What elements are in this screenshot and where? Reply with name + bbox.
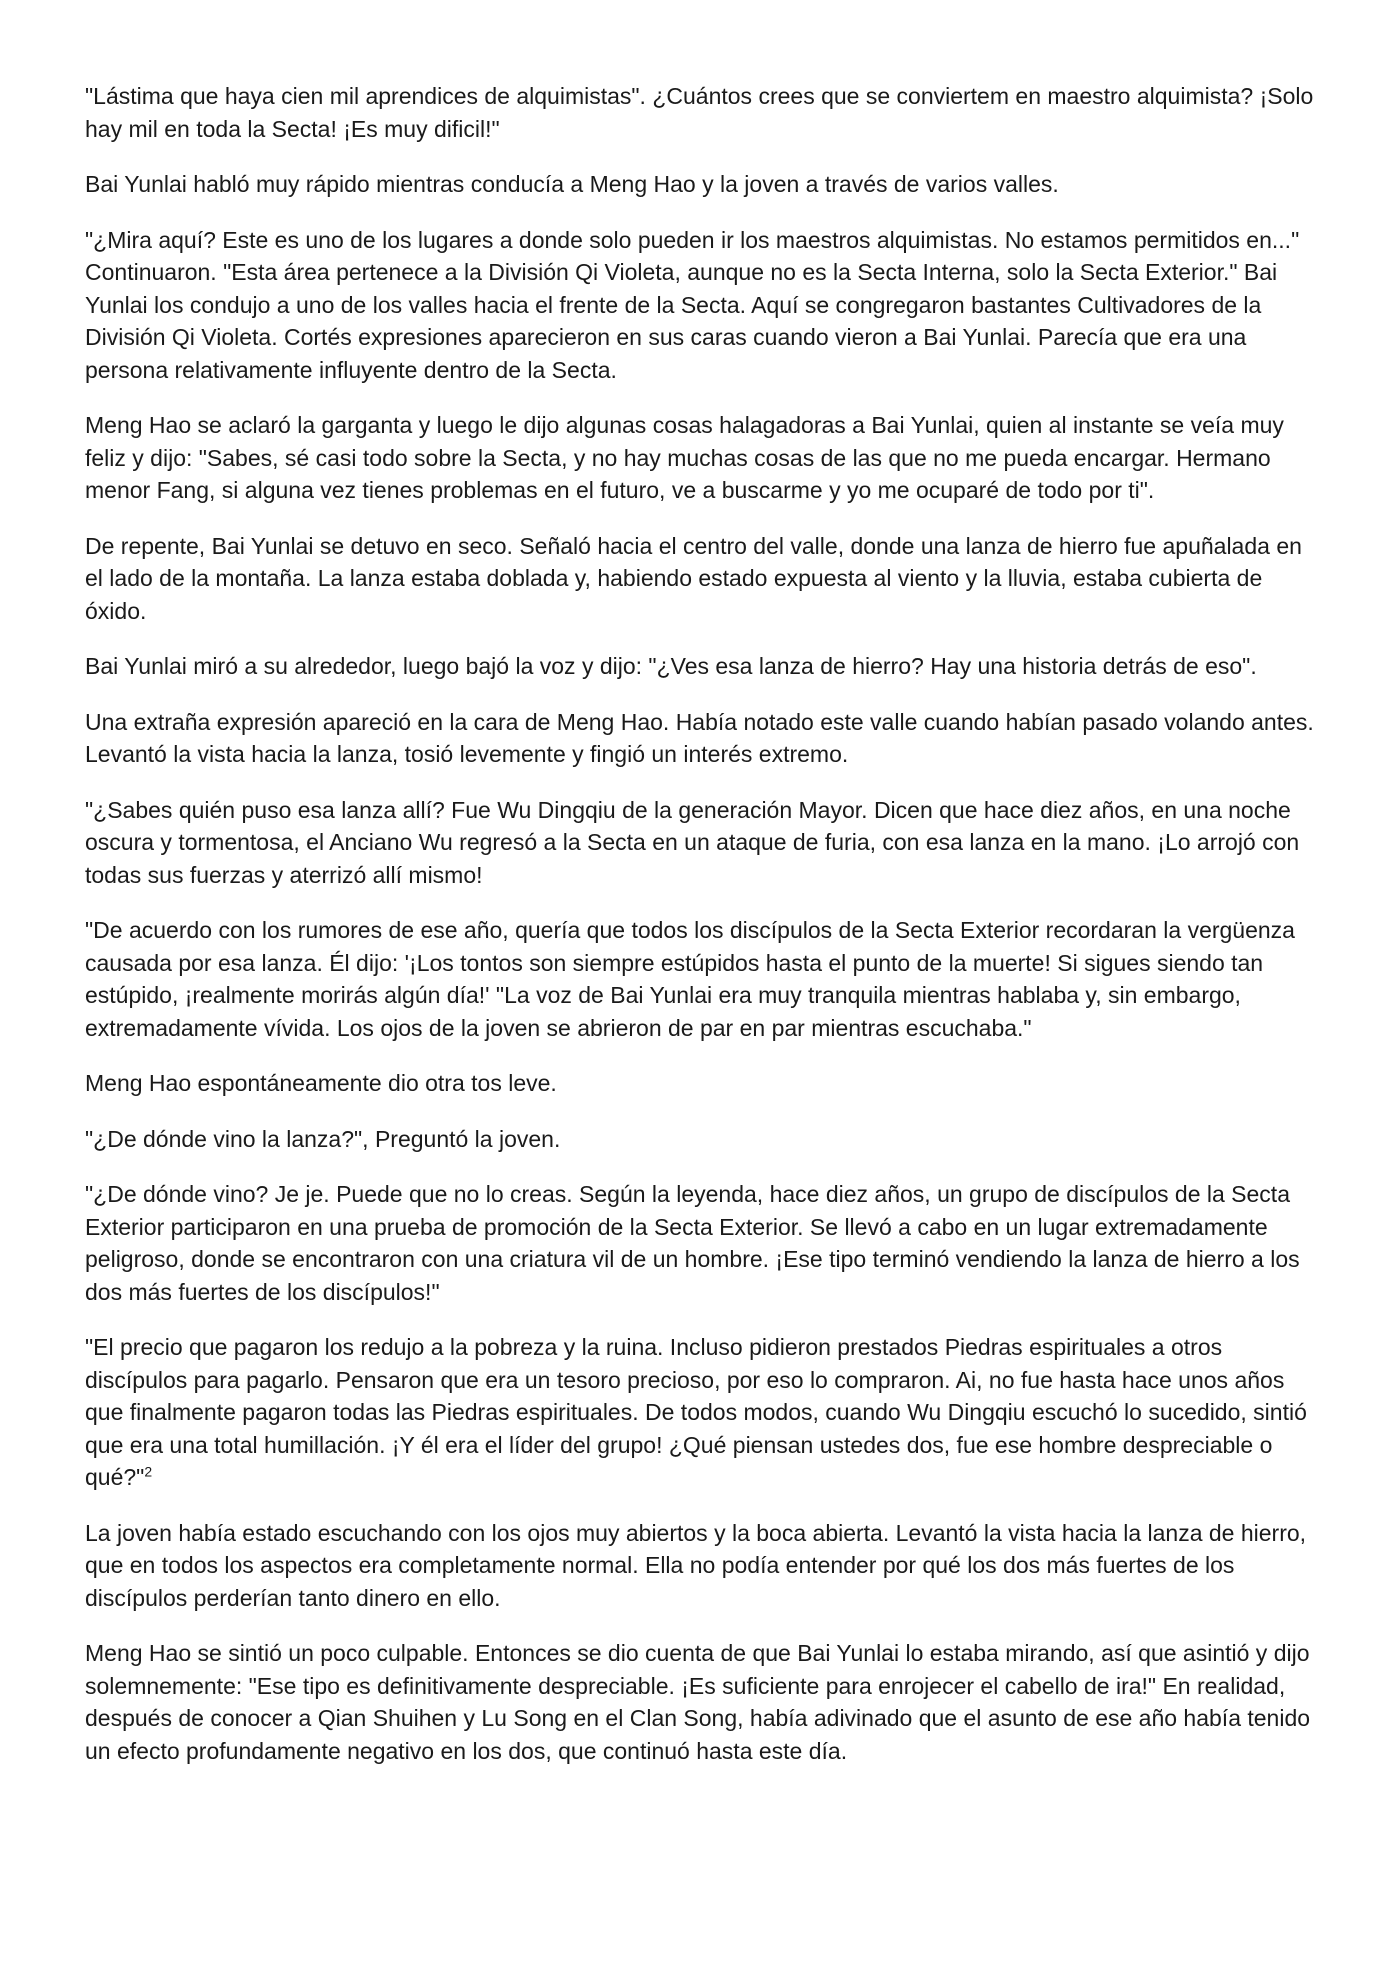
paragraph-6: Bai Yunlai miró a su alrededor, luego bajó la voz y dijo: "¿Ves esa lanza de hierro? Hay una historia detrás de eso".	[85, 653, 1257, 679]
paragraph-3: "¿Mira aquí? Este es uno de los lugares a donde solo pueden ir los maestros alquimistas. No estamos permitidos en..." Continuaron. "Esta área pertenece a la División Qi Violeta, aunque no es la Secta Interna, solo la Secta Exterior." Bai Yunlai los condujo a uno de los valles hacia el frente de la Secta. Aquí se congregaron bastantes Cultivadores de la División Qi Violeta. Cortés expresiones aparecieron en sus caras cuando vieron a Bai Yunlai. Parecía que era una persona relativamente influyente dentro de la Secta.	[85, 226, 1300, 383]
paragraph-2: Bai Yunlai habló muy rápido mientras conducía a Meng Hao y la joven a través de varios valles.	[85, 171, 1059, 197]
paragraph-15: Meng Hao se sintió un poco culpable. Entonces se dio cuenta de que Bai Yunlai lo estaba mirando, así que asintió y dijo solemnemente: "Ese tipo es definitivamente despreciable. ¡Es suficiente para enrojecer el cabello de ira!" En realidad, después de conocer a Qian Shuihen y Lu Song en el Clan Song, había adivinado que el asunto de ese año había tenido un efecto profundamente negativo en los dos, que continuó hasta este día.	[85, 1640, 1311, 1764]
document-page	[85, 80, 1315, 1790]
paragraph-4: Meng Hao se aclaró la garganta y luego le dijo algunas cosas halagadoras a Bai Yunlai, quien al instante se veía muy feliz y dijo: "Sabes, sé casi todo sobre la Secta, y no hay muchas cosas de las que no me pueda encargar. Hermano menor Fang, si alguna vez tienes problemas en el futuro, ve a buscarme y yo me ocuparé de todo por ti".	[85, 412, 1284, 503]
paragraph-7: Una extraña expresión apareció en la cara de Meng Hao. Había notado este valle cuando habían pasado volando antes. Levantó la vista hacia la lanza, tosió levemente y fingió un interés extremo.	[85, 708, 1314, 767]
paragraph-5: De repente, Bai Yunlai se detuvo en seco. Señaló hacia el centro del valle, donde una lanza de hierro fue apuñalada en el lado de la montaña. La lanza estaba doblada y, habiendo estado expuesta al viento y la lluvia, estaba cubierta de óxido.	[85, 532, 1302, 624]
footnote-reference: 2	[144, 1463, 153, 1480]
paragraph-8: "¿Sabes quién puso esa lanza allí? Fue Wu Dingqiu de la generación Mayor. Dicen que hace diez años, en una noche oscura y tormentosa, el Anciano Wu regresó a la Secta en un ataque de furia, con esa lanza en la mano. ¡Lo arrojó con todas sus fuerzas y aterrizó allí mismo!	[85, 796, 1300, 888]
paragraph-9: "De acuerdo con los rumores de ese año, quería que todos los discípulos de la Secta Exterior recordaran la vergüenza causada por esa lanza. Él dijo: '¡Los tontos son siempre estúpidos hasta el punto de la muerte! Si sigues siendo tan estúpido, ¡realmente morirás algún día!' "La voz de Bai Yunlai era muy tranquila mientras hablaba y, sin embargo, extremadamente vívida. Los ojos de la joven se abrieron de par en par mientras escuchaba."	[85, 917, 1295, 1041]
paragraph-11: "¿De dónde vino la lanza?", Preguntó la joven.	[85, 1125, 561, 1152]
paragraph-10: Meng Hao espontáneamente dio otra tos leve.	[85, 1070, 557, 1096]
paragraph-14: La joven había estado escuchando con los ojos muy abiertos y la boca abierta. Levantó la vista hacia la lanza de hierro, que en todos los aspectos era completamente normal. Ella no podía entender por qué los dos más fuertes de los discípulos perderían tanto dinero en ello.	[85, 1519, 1307, 1611]
paragraph-13	[85, 1331, 1315, 1494]
paragraph-13-text: "El precio que pagaron los redujo a la pobreza y la ruina. Incluso pidieron prestados Piedras espirituales a otros discípulos para pagarlo. Pensaron que era un tesoro precioso, por eso lo compraron. Ai, no fue hasta hace unos años que finalmente pagaron todas las Piedras espirituales. De todos modos, cuando Wu Dingqiu escuchó lo sucedido, sintió que era una total humillación. ¡Y él era el líder del grupo! ¿Qué piensan ustedes dos, fue ese hombre despreciable o qué?"	[85, 1334, 1307, 1490]
paragraph-12: "¿De dónde vino? Je je. Puede que no lo creas. Según la leyenda, hace diez años, un grupo de discípulos de la Secta Exterior participaron en una prueba de promoción de la Secta Exterior. Se llevó a cabo en un lugar extremadamente peligroso, donde se encontraron con una criatura vil de un hombre. ¡Ese tipo terminó vendiendo la lanza de hierro a los dos más fuertes de los discípulos!"	[85, 1181, 1300, 1305]
paragraph-1: "Lástima que haya cien mil aprendices de alquimistas". ¿Cuántos crees que se conviertem en maestro alquimista? ¡Solo hay mil en toda la Secta! ¡Es muy dificil!"	[85, 83, 1314, 142]
